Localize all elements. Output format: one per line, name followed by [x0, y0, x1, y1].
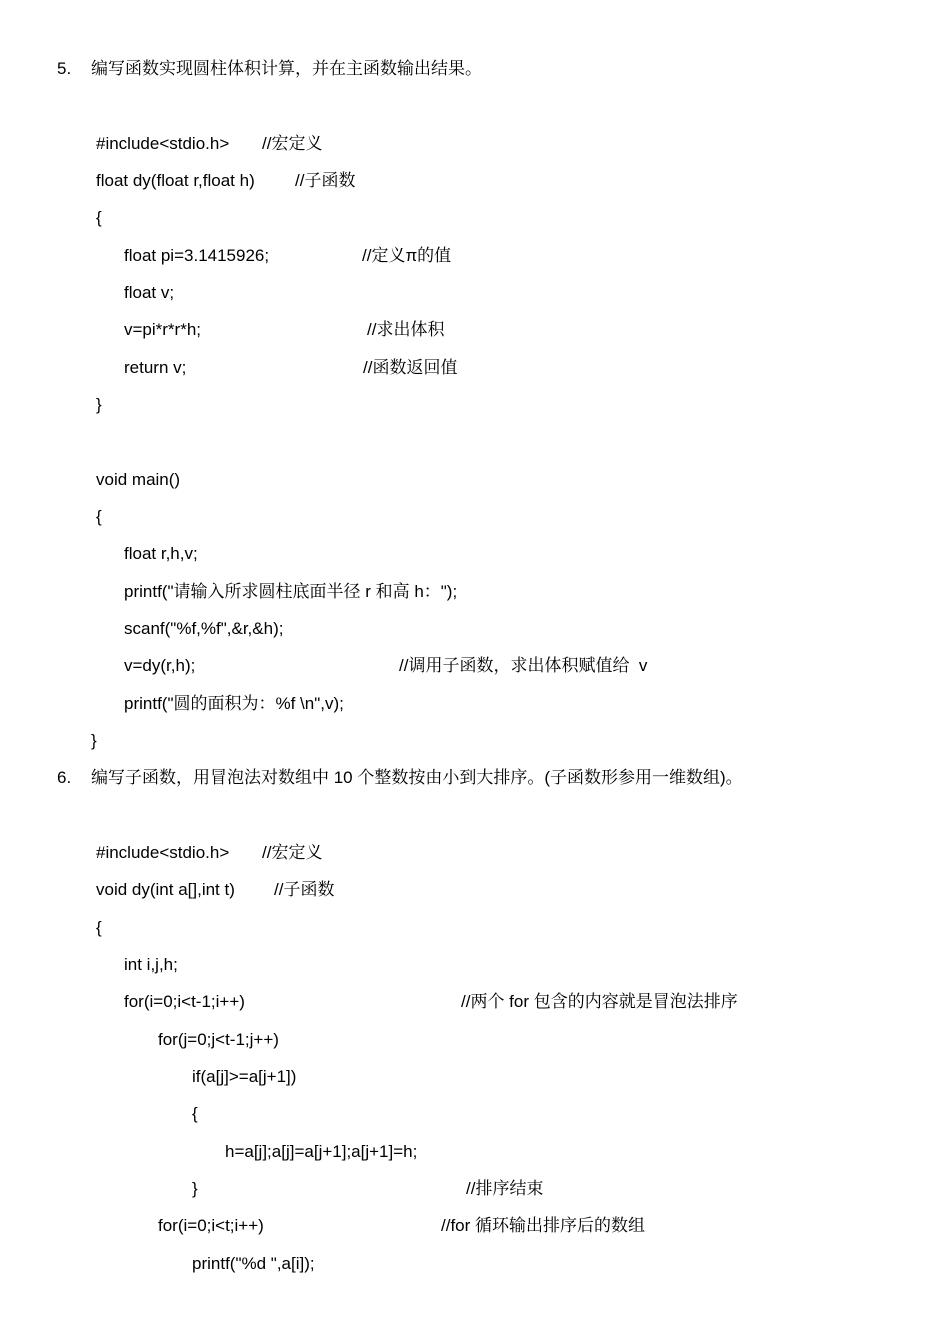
- q5-code-line-5: float v;: [124, 283, 175, 302]
- q6-code-line-4: int i,j,h;: [124, 955, 178, 974]
- q5-comment-1: //宏定义: [262, 134, 323, 153]
- q6-code-line-10: }: [192, 1179, 198, 1198]
- q6-code-line-6: for(j=0;j<t-1;j++): [158, 1030, 279, 1049]
- q5-comment-14: //调用子函数，求出体积赋值给 v: [399, 656, 648, 675]
- q6-code-line-7: if(a[j]>=a[j+1]): [192, 1067, 297, 1086]
- q5-code-line-1: #include<stdio.h>: [96, 134, 230, 153]
- q6-code-line-2: void dy(int a[],int t): [96, 880, 235, 899]
- q6-code-line-11: for(i=0;i<t;i++): [158, 1216, 264, 1235]
- q5-code-line-2: float dy(float r,float h): [96, 171, 255, 190]
- q5-comment-7: //函数返回值: [363, 358, 458, 377]
- q5-number: 5.: [57, 59, 72, 78]
- q6-comment-2: //子函数: [274, 880, 335, 899]
- q5-title: 编写函数实现圆柱体积计算，并在主函数输出结果。: [91, 59, 482, 78]
- q5-code-line-12: printf("请输入所求圆柱底面半径 r 和高 h：");: [124, 582, 458, 601]
- q5-code-line-16: }: [91, 731, 97, 750]
- q5-code-line-14: v=dy(r,h);: [124, 656, 196, 675]
- q5-code-line-11: float r,h,v;: [124, 544, 198, 563]
- q6-code-line-3: {: [96, 918, 102, 937]
- q5-code-line-7: return v;: [124, 358, 187, 377]
- q5-code-line-10: {: [96, 507, 102, 526]
- q6-code-line-1: #include<stdio.h>: [96, 843, 230, 862]
- q5-comment-6: //求出体积: [367, 320, 445, 339]
- q5-code-line-4: float pi=3.1415926;: [124, 246, 270, 265]
- q6-comment-10: //排序结束: [466, 1179, 544, 1198]
- q6-comment-5: //两个 for 包含的内容就是冒泡法排序: [461, 992, 738, 1011]
- q6-comment-11: //for 循环输出排序后的数组: [441, 1216, 646, 1235]
- q5-code-line-8: }: [96, 395, 102, 414]
- q6-code-line-5: for(i=0;i<t-1;i++): [124, 992, 245, 1011]
- q5-code-line-6: v=pi*r*r*h;: [124, 320, 202, 339]
- q6-title: 编写子函数，用冒泡法对数组中 10 个整数按由小到大排序。(子函数形参用一维数组)。: [91, 768, 743, 787]
- q5-comment-2: //子函数: [295, 171, 356, 190]
- q5-code-line-9: void main(): [96, 470, 181, 489]
- q6-code-line-9: h=a[j];a[j]=a[j+1];a[j+1]=h;: [225, 1142, 418, 1161]
- q5-code-line-13: scanf("%f,%f",&r,&h);: [124, 619, 284, 638]
- q6-number: 6.: [57, 768, 72, 787]
- q5-code-line-3: {: [96, 208, 102, 227]
- q5-code-line-15: printf("圆的面积为：%f \n",v);: [124, 694, 344, 713]
- q6-code-line-8: {: [192, 1104, 198, 1123]
- q6-code-line-12: printf("%d ",a[i]);: [192, 1254, 315, 1273]
- q5-comment-4: //定义π的值: [362, 246, 452, 265]
- q6-comment-1: //宏定义: [262, 843, 323, 862]
